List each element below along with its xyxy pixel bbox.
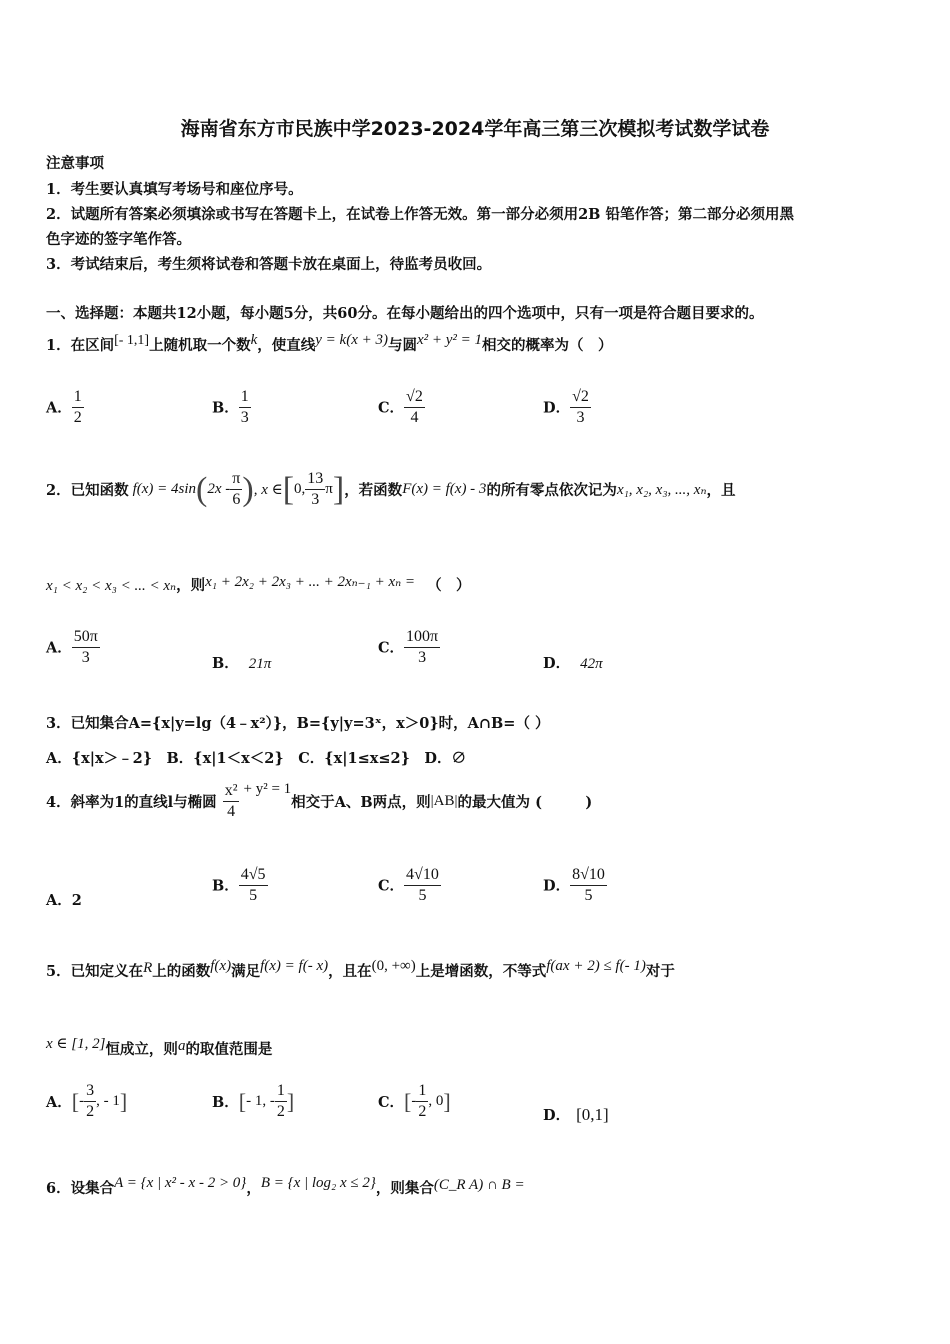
option-d: D． [0,1] bbox=[543, 1105, 609, 1124]
notice-item: 色字迹的签字笔作答。 bbox=[46, 231, 191, 248]
option-d: D． $\frac{8√10}{5}$ bbox=[543, 866, 605, 905]
option-d: D． $\frac{√2}{3}$ bbox=[543, 388, 589, 427]
option-c: C． $\frac{4√10}{5}$ bbox=[378, 866, 439, 905]
option-b: B． [ - 1, - $\frac{1}{2}$ ] bbox=[212, 1082, 295, 1121]
option-b: B． $\frac{4√5}{5}$ bbox=[212, 866, 266, 905]
circle-equation: x² + y² = 1 bbox=[416, 332, 483, 348]
option-a: A．2 bbox=[46, 892, 82, 909]
option-d: D． 42π bbox=[543, 655, 603, 672]
option-b: B． $\frac{1}{3}$ bbox=[212, 388, 249, 427]
notice-item: 2．试题所有答案必须填涂或书写在答题卡上，在试卷上作答无效。第一部分必须用2B 铅笔作答；第二部分必须用黑 bbox=[46, 206, 794, 223]
question-5: 5．已知定义在$^R$上的函数$^{f(x)}$满足$^{f(x) = f(- x)}$，且在$^{(0, +\infty)}$上是增函数，不等式$^{f(ax + 2) \le f(- 1)}$对于 bbox=[46, 958, 675, 980]
option-a: A． [ - $\frac{3}{2}$ , - 1 ] bbox=[46, 1082, 128, 1121]
function-F: F(x) = f(x) - 3 bbox=[402, 481, 487, 498]
notice-item: 3．考试结束后，考生须将试卷和答题卡放在桌面上，待监考员收回。 bbox=[46, 256, 492, 273]
question-4: 4．斜率为1的直线l与椭圆 $\frac{\text{x²}}{4}$ + y² = 1 相交于A、B两点，则 |AB| 的最大值为 ( ) bbox=[46, 781, 593, 821]
section-heading: 一、选择题：本题共12小题，每小题5分，共60分。在每小题给出的四个选项中，只有一项是符合题目要求的。 bbox=[46, 305, 764, 322]
notice-item: 1．考生要认真填写考场号和座位序号。 bbox=[46, 181, 303, 198]
interval: [- 1,1] bbox=[114, 333, 150, 348]
option-c: C． $\frac{100\pi}{3}$ bbox=[378, 628, 439, 667]
notice-heading: 注意事项 bbox=[46, 155, 104, 172]
option-a: A． $\frac{50\pi}{3}$ bbox=[46, 628, 98, 667]
question-3: 3．已知集合A={x|y=lg（4﹣x²）}，B={y|y=3ˣ，x＞0}时，A∩B=（ ） bbox=[46, 715, 550, 732]
option-c: C． $\frac{√2}{4}$ bbox=[378, 388, 423, 427]
question-6: 6．设集合$^{A = \{x | x^2 - x - 2 > 0\}}$，$^{B = \{x | log_2 x \le 2\}}$，则集合$^{(C\_R A) \cap B =}$ bbox=[46, 1175, 525, 1197]
question-2: 2．已知函数 f(x) = 4sin ( 2x - $\frac{\pi}{6}$ ) , x ∈ [ 0, $\frac{13}{3}$ π ] ，若函数 F(x) = f(x) - 3 的所有零点依次记为 x₁, x₂, x₃, ..., xₙ ，且 bbox=[46, 470, 736, 509]
page-title: 海南省东方市民族中学2023-2024学年高三第三次模拟考试数学试卷 bbox=[180, 118, 770, 140]
question-2-cont: x₁ < x₂ < x₃ < ... < xₙ，则$^{x_1 + 2x_2 + 2x_3 + ... + 2x_{n-1} + x_n =}$ （ ） bbox=[46, 574, 471, 594]
line-equation: y = k(x + 3) bbox=[315, 332, 388, 348]
question-5-cont: $^{x \in [1, 2]}$恒成立，则$^a$的取值范围是 bbox=[46, 1036, 273, 1058]
option-a: A． $\frac{1}{2}$ bbox=[46, 388, 82, 427]
option-c: C． [ - $\frac{1}{2}$ , 0 ] bbox=[378, 1082, 451, 1121]
option-b: B． 21π bbox=[212, 655, 272, 672]
question-1: 1．在区间[- 1,1]上随机取一个数$^k$，使直线$^{y = k(x + 3)}$与圆$^{x^2 + y^2 = 1}$相交的概率为（ ） bbox=[46, 332, 613, 354]
question-3-options: A．{x|x＞﹣2} B．{x|1＜x＜2} C．{x|1≤x≤2} D．∅ bbox=[46, 750, 467, 767]
